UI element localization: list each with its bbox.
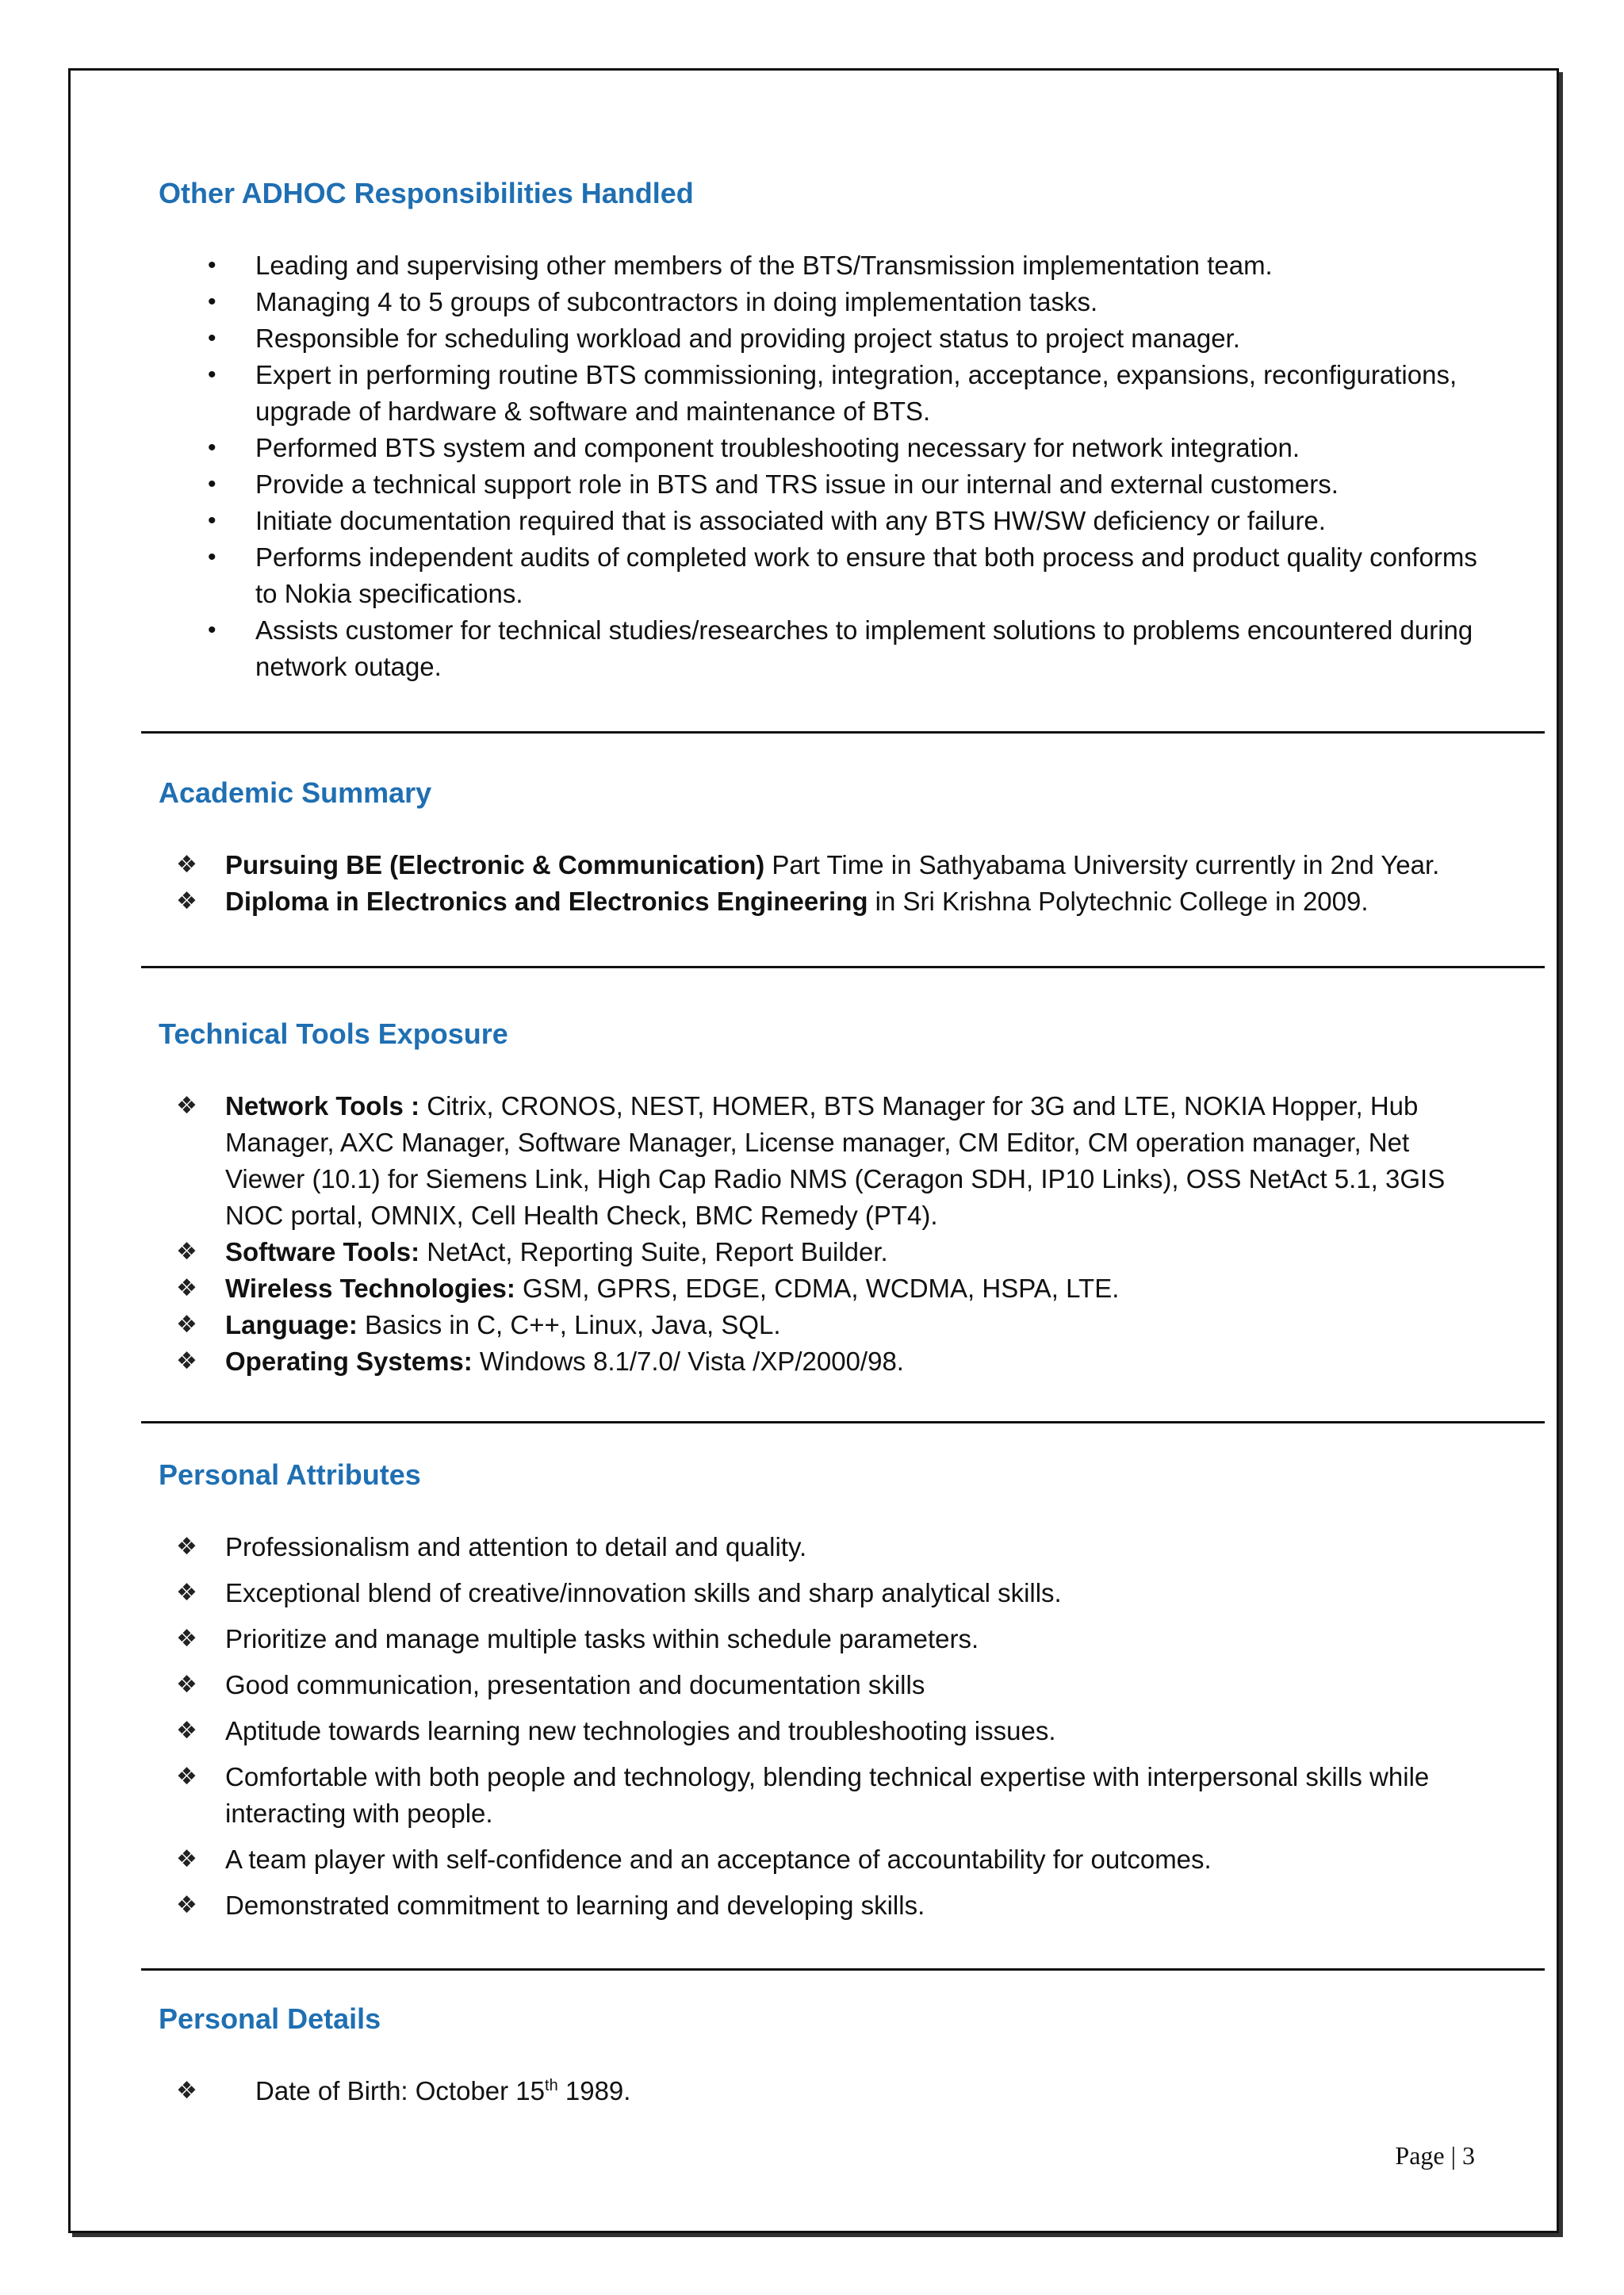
bullet-diamond-icon: ❖ — [176, 852, 197, 878]
bullet-diamond-icon: ❖ — [176, 1348, 197, 1374]
bullet-dot-icon: • — [208, 435, 216, 461]
tools-list — [159, 1088, 1491, 1380]
list-item: ❖ Language: Basics in C, C++, Linux, Java, SQL. — [159, 1307, 1491, 1343]
bullet-dot-icon: • — [208, 471, 216, 497]
bullet-diamond-icon: ❖ — [176, 1312, 197, 1338]
list-item: ❖ A team player with self-confidence and an acceptance of accountability for outcomes. — [159, 1841, 1491, 1878]
list-item: ❖ Operating Systems: Windows 8.1/7.0/ Vista /XP/2000/98. — [159, 1343, 1491, 1380]
attributes-title: Personal Attributes — [159, 1458, 421, 1491]
list-item: • Expert in performing routine BTS commissioning, integration, acceptance, expansions, reconfigurations, upgrade of hardware & software and maintenance of BTS. — [159, 357, 1491, 430]
list-item: ❖ Wireless Technologies: GSM, GPRS, EDGE, CDMA, WCDMA, HSPA, LTE. — [159, 1270, 1491, 1307]
list-item: ❖ Diploma in Electronics and Electronics Engineering in Sri Krishna Polytechnic College in 2009. — [159, 883, 1491, 920]
list-item: ❖ Aptitude towards learning new technologies and troubleshooting issues. — [159, 1713, 1491, 1749]
bullet-diamond-icon: ❖ — [176, 1239, 197, 1265]
list-item: • Performed BTS system and component troubleshooting necessary for network integration. — [159, 430, 1491, 466]
bullet-diamond-icon: ❖ — [176, 1764, 197, 1790]
list-item: • Initiate documentation required that is associated with any BTS HW/SW deficiency or failure. — [159, 503, 1491, 539]
attributes-list — [159, 1529, 1491, 1924]
bullet-dot-icon: • — [208, 362, 216, 388]
details-title: Personal Details — [159, 2002, 381, 2035]
tools-section — [159, 1017, 1491, 1380]
section-divider — [141, 966, 1545, 968]
section-divider — [141, 1968, 1545, 1971]
list-item: • Responsible for scheduling workload and providing project status to project manager. — [159, 320, 1491, 357]
list-item: ❖ Software Tools: NetAct, Reporting Suite, Report Builder. — [159, 1234, 1491, 1270]
list-item: • Managing 4 to 5 groups of subcontractors in doing implementation tasks. — [159, 284, 1491, 320]
bullet-diamond-icon: ❖ — [176, 1846, 197, 1872]
bullet-dot-icon: • — [208, 544, 216, 570]
bullet-diamond-icon: ❖ — [176, 1580, 197, 1606]
adhoc-title: Other ADHOC Responsibilities Handled — [159, 177, 694, 209]
bullet-diamond-icon: ❖ — [176, 1093, 197, 1119]
bullet-diamond-icon: ❖ — [176, 888, 197, 914]
bullet-dot-icon: • — [208, 508, 216, 534]
bullet-diamond-icon: ❖ — [176, 1275, 197, 1301]
list-item: ❖ Demonstrated commitment to learning and developing skills. — [159, 1887, 1491, 1924]
section-divider — [141, 731, 1545, 734]
bullet-diamond-icon: ❖ — [176, 1626, 197, 1652]
bullet-diamond-icon: ❖ — [176, 1892, 197, 1918]
list-item: • Assists customer for technical studies/researches to implement solutions to problems encountered during network outage. — [159, 612, 1491, 685]
list-item: ❖ Comfortable with both people and technology, blending technical expertise with interpersonal skills while interacting with people. — [159, 1759, 1491, 1832]
bullet-diamond-icon: ❖ — [176, 1672, 197, 1698]
page-number: Page | 3 — [1395, 2141, 1475, 2170]
list-item: • Provide a technical support role in BTS and TRS issue in our internal and external customers. — [159, 466, 1491, 503]
list-item: ❖ Professionalism and attention to detail and quality. — [159, 1529, 1491, 1565]
bullet-diamond-icon: ❖ — [176, 1534, 197, 1560]
list-item: ❖ Pursuing BE (Electronic & Communication) Part Time in Sathyabama University currently in 2nd Year. — [159, 847, 1491, 883]
details-list — [159, 2073, 1491, 2109]
bullet-dot-icon: • — [208, 252, 216, 278]
list-item: • Leading and supervising other members of the BTS/Transmission implementation team. — [159, 247, 1491, 284]
bullet-dot-icon: • — [208, 325, 216, 351]
adhoc-list — [159, 247, 1491, 685]
list-item: ❖ Network Tools : Citrix, CRONOS, NEST, HOMER, BTS Manager for 3G and LTE, NOKIA Hopper, Hub Manager, AXC Manager, Software Manager, License manager, CM Editor, CM operation manager, Net Viewer (10.1) for Siemens Link, High Cap Radio NMS (Ceragon SDH, IP10 Links), OSS NetAct 5.1, 3GIS NOC portal, OMNIX, Cell Health Check, BMC Remedy (PT4). — [159, 1088, 1491, 1234]
adhoc-section — [159, 176, 1491, 685]
bullet-diamond-icon: ❖ — [176, 1718, 197, 1744]
academic-title: Academic Summary — [159, 776, 432, 809]
list-item: ❖ Good communication, presentation and documentation skills — [159, 1667, 1491, 1703]
attributes-section — [159, 1458, 1491, 1933]
section-divider — [141, 1421, 1545, 1423]
academic-list — [159, 847, 1491, 920]
list-item: ❖ Prioritize and manage multiple tasks within schedule parameters. — [159, 1621, 1491, 1657]
bullet-dot-icon: • — [208, 617, 216, 643]
list-item: ❖ Date of Birth: October 15th 1989. — [159, 2073, 1491, 2109]
tools-title: Technical Tools Exposure — [159, 1017, 508, 1050]
details-section — [159, 2002, 1491, 2109]
list-item: ❖ Exceptional blend of creative/innovation skills and sharp analytical skills. — [159, 1575, 1491, 1611]
list-item: • Performs independent audits of completed work to ensure that both process and product quality conforms to Nokia specifications. — [159, 539, 1491, 612]
academic-section — [159, 776, 1491, 920]
bullet-diamond-icon: ❖ — [176, 2078, 197, 2104]
bullet-dot-icon: • — [208, 289, 216, 315]
